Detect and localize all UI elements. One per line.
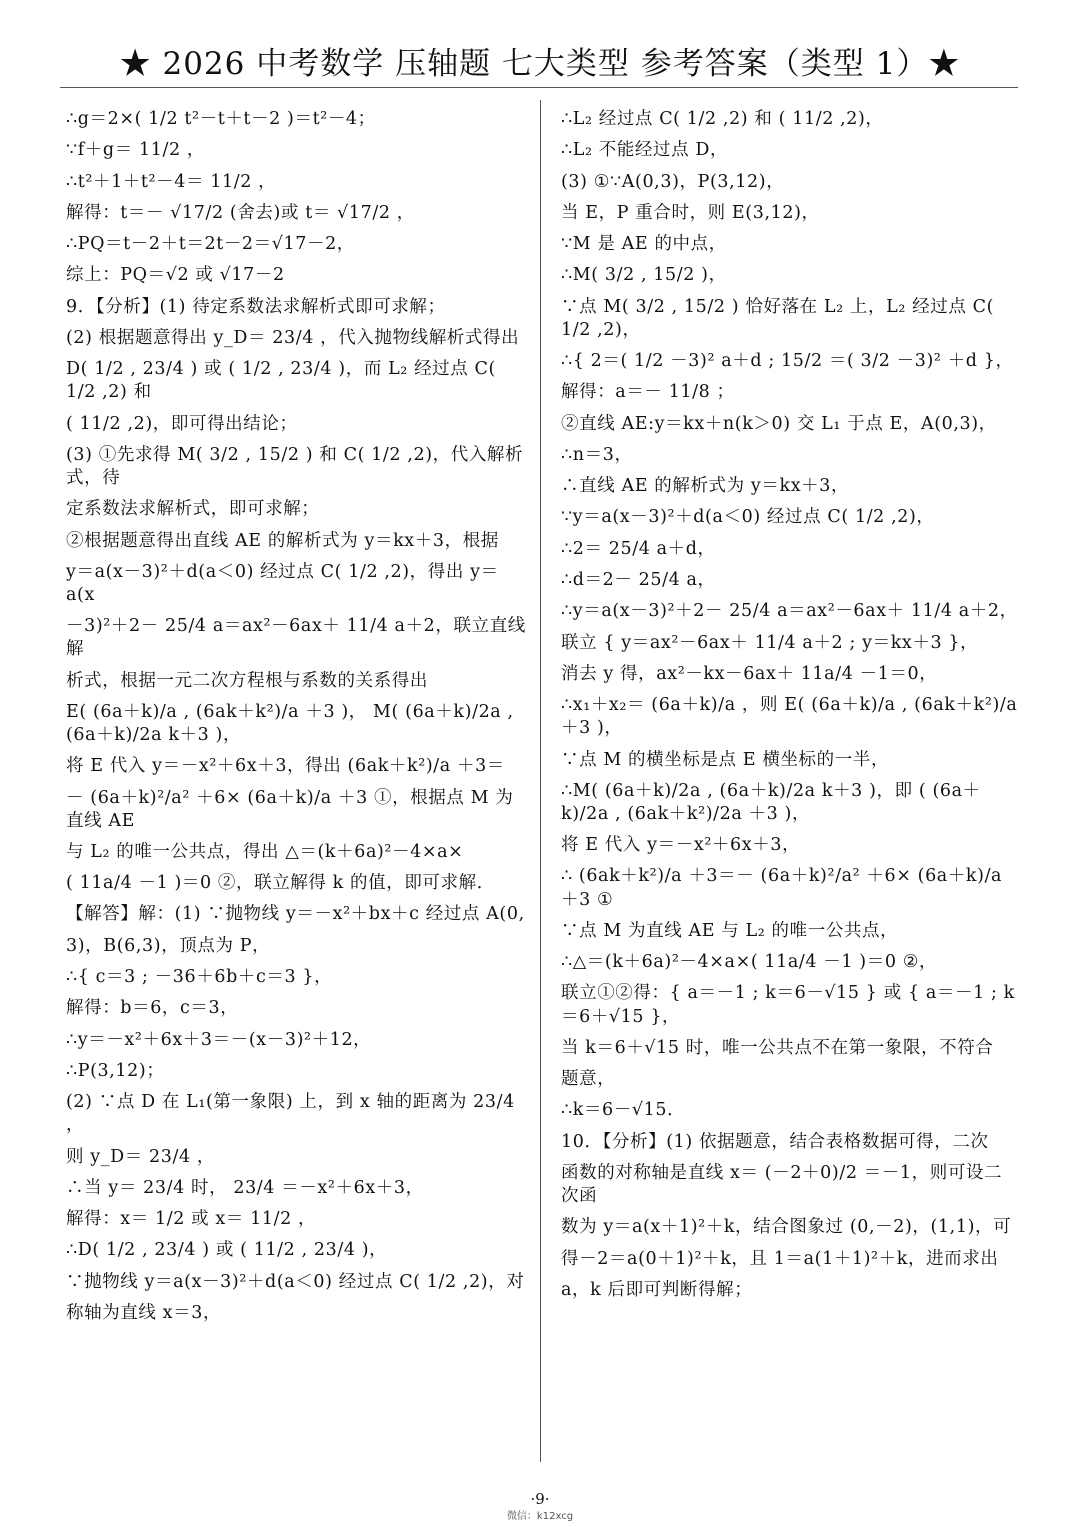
text-line: ∴M( 3/2 , 15/2 )， <box>561 265 727 286</box>
text-line: ( 11/2 ,2)，即可得出结论； <box>66 413 298 434</box>
text-line: ∵点 M 的横坐标是点 E 横坐标的一半， <box>561 749 890 770</box>
text-line: －3)²＋2－ 25/4 a＝ax²－6ax＋ 11/4 a＋2，联立直线解 <box>66 616 526 660</box>
text-line: (2) 根据题意得出 y_D＝ 23/4 ，代入抛物线解析式得出 <box>66 327 520 348</box>
text-line: ∴y＝a(x－3)²＋2－ 25/4 a＝ax²－6ax＋ 11/4 a＋2， <box>561 601 1018 622</box>
text-line: 综上：PQ＝√2 或 √17－2 <box>66 265 285 286</box>
text-line: 函数的对称轴是直线 x＝ (－2＋0)/2 ＝－1，则可设二次函 <box>561 1162 1003 1206</box>
watermark: 微信：k12xcg <box>506 1511 574 1522</box>
text-line: 题意， <box>561 1069 616 1090</box>
text-line: 定系数法求解析式，即可求解； <box>66 499 320 520</box>
text-line: 与 L₂ 的唯一公共点，得出 △＝(k＋6a)²－4×a× <box>66 841 464 862</box>
text-line: (3) ①先求得 M( 3/2 , 15/2 ) 和 C( 1/2 ,2)，代入解析式，待 <box>66 444 524 488</box>
text-line: E( (6a＋k)/a , (6ak＋k²)/a ＋3 )， M( (6a＋k)/2a , (6a＋k)/2a k＋3 )， <box>66 701 520 745</box>
text-line: ∵M 是 AE 的中点， <box>561 234 727 255</box>
text-line: ∴L₂ 不能经过点 D， <box>561 140 729 161</box>
text-line: ∴PQ＝t－2＋t＝2t－2＝√17－2， <box>66 234 355 255</box>
text-line: － (6a＋k)²/a² ＋6× (6a＋k)/a ＋3 ①，根据点 M 为直线 AE <box>66 787 514 831</box>
text-line: ∴ (6ak＋k²)/a ＋3＝－ (6a＋k)²/a² ＋6× (6a＋k)/a ＋3 ① <box>561 866 1009 910</box>
text-line: 则 y_D＝ 23/4 ， <box>66 1146 215 1167</box>
text-line: ∴{ 2＝( 1/2 －3)² a＋d ; 15/2 ＝( 3/2 －3)² ＋d }， <box>561 351 1014 372</box>
text-line: 10．【分析】(1) 依据题意，结合表格数据可得，二次 <box>561 1131 989 1152</box>
text-line: 联立 { y＝ax²－6ax＋ 11/4 a＋2 ; y＝kx＋3 }， <box>561 632 979 653</box>
text-line: ∴M( (6a＋k)/2a , (6a＋k)/2a k＋3 )，即 ( (6a＋k)/2a , (6ak＋k²)/2a ＋3 )， <box>561 780 981 824</box>
text-line: 当 E，P 重合时，则 E(3,12)， <box>561 202 820 223</box>
text-line: 将 E 代入 y＝－x²＋6x＋3，得出 (6ak＋k²)/a ＋3＝ <box>66 756 505 777</box>
text-line: 解得：b＝6，c＝3， <box>66 998 239 1019</box>
text-line: 联立①②得：{ a＝－1 ; k＝6－√15 } 或 { a＝－1 ; k＝6＋√15 }， <box>561 983 1015 1027</box>
text-line: ②直线 AE:y＝kx＋n(k＞0) 交 L₁ 于点 E，A(0,3)， <box>561 413 997 434</box>
text-line: ∵y＝a(x－3)²＋d(a＜0) 经过点 C( 1/2 ,2)， <box>561 507 935 528</box>
text-line: ∴直线 AE 的解析式为 y＝kx＋3， <box>561 476 850 497</box>
text-line: ∴△＝(k＋6a)²－4×a×( 11a/4 －1 )＝0 ②， <box>561 952 938 973</box>
text-line: ∴L₂ 经过点 C( 1/2 ,2) 和 ( 11/2 ,2)， <box>561 109 884 129</box>
text-line: ∴g＝2×( 1/2 t²－t＋t－2 )＝t²－4； <box>66 109 376 129</box>
text-line: (3) ①∵A(0,3)，P(3,12)， <box>561 171 785 192</box>
text-line: 消去 y 得，ax²－kx－6ax＋ 11a/4 －1＝0， <box>561 663 938 684</box>
column-divider <box>540 100 541 1462</box>
text-line: 3)，B(6,3)，顶点为 P， <box>66 935 271 956</box>
text-line: ∴y＝－x²＋6x＋3＝－(x－3)²＋12， <box>66 1029 372 1050</box>
left-column <box>66 108 526 1333</box>
text-line: ∵点 M 为直线 AE 与 L₂ 的唯一公共点， <box>561 920 899 941</box>
text-line: 解得：t＝－ √17/2 (舍去)或 t＝ √17/2 ， <box>66 202 415 223</box>
text-line: ∵抛物线 y＝a(x－3)²＋d(a＜0) 经过点 C( 1/2 ,2)，对 <box>66 1271 525 1292</box>
text-line: ②根据题意得出直线 AE 的解析式为 y＝kx＋3，根据 <box>66 530 499 551</box>
text-line: ∴D( 1/2 , 23/4 ) 或 ( 11/2 , 23/4 )， <box>66 1240 388 1261</box>
page-number: ·9· <box>530 1490 550 1508</box>
text-line: ∴{ c＝3 ; －36＋6b＋c＝3 }， <box>66 967 333 988</box>
right-column <box>561 108 1024 1310</box>
text-line: 将 E 代入 y＝－x²＋6x＋3， <box>561 835 801 856</box>
text-line: ∵f＋g＝ 11/2 ， <box>66 140 205 161</box>
text-line: 【解答】解：(1) ∵抛物线 y＝－x²＋bx＋c 经过点 A(0, <box>66 904 525 925</box>
text-line: ∴t²＋1＋t²－4＝ 11/2 ， <box>66 171 277 192</box>
text-line: D( 1/2 , 23/4 ) 或 ( 1/2 , 23/4 )，而 L₂ 经过点 C( 1/2 ,2) 和 <box>66 359 503 403</box>
title-divider <box>60 87 1018 88</box>
page-title: ★ 2026 中考数学 压轴题 七大类型 参考答案（类型 1）★ <box>119 46 961 82</box>
text-line: ∴k＝6－√15． <box>561 1100 686 1121</box>
text-line: 9．【分析】(1) 待定系数法求解析式即可求解； <box>66 296 446 317</box>
text-line: 当 k＝6＋√15 时，唯一公共点不在第一象限，不符合 <box>561 1037 994 1058</box>
text-line: 称轴为直线 x＝3， <box>66 1302 222 1323</box>
text-line: a，k 后即可判断得解； <box>561 1279 753 1300</box>
text-line: ∴P(3,12)； <box>66 1060 165 1081</box>
text-line: 析式，根据一元二次方程根与系数的关系得出 <box>66 670 428 691</box>
text-line: ∵点 M( 3/2 , 15/2 ) 恰好落在 L₂ 上，L₂ 经过点 C( 1/2 ,2)， <box>561 296 1001 340</box>
text-line: ∴n＝3， <box>561 444 633 465</box>
text-line: ( 11a/4 －1 )＝0 ②，联立解得 k 的值，即可求解． <box>66 873 495 894</box>
text-line: 数为 y＝a(x＋1)²＋k，结合图象过 (0,－2)，(1,1)，可 <box>561 1217 1012 1238</box>
text-line: 解得：a＝－ 11/8 ； <box>561 382 735 403</box>
text-line: ∴2＝ 25/4 a＋d， <box>561 538 716 559</box>
text-line: y＝a(x－3)²＋d(a＜0) 经过点 C( 1/2 ,2)，得出 y＝a(x <box>66 561 499 605</box>
text-line: (2) ∵点 D 在 L₁(第一象限) 上，到 x 轴的距离为 23/4 ， <box>66 1092 522 1136</box>
text-line: ∴d＝2－ 25/4 a， <box>561 570 716 591</box>
text-line: 解得：x＝ 1/2 或 x＝ 11/2 ， <box>66 1209 317 1230</box>
text-line: ∴当 y＝ 23/4 时， 23/4 ＝－x²＋6x＋3， <box>66 1177 424 1198</box>
text-line: 得－2＝a(0＋1)²＋k，且 1＝a(1＋1)²＋k，进而求出 <box>561 1248 999 1269</box>
text-line: ∴x₁＋x₂＝ (6a＋k)/a ，则 E( (6a＋k)/a , (6ak＋k²)/a ＋3 )， <box>561 695 1024 739</box>
